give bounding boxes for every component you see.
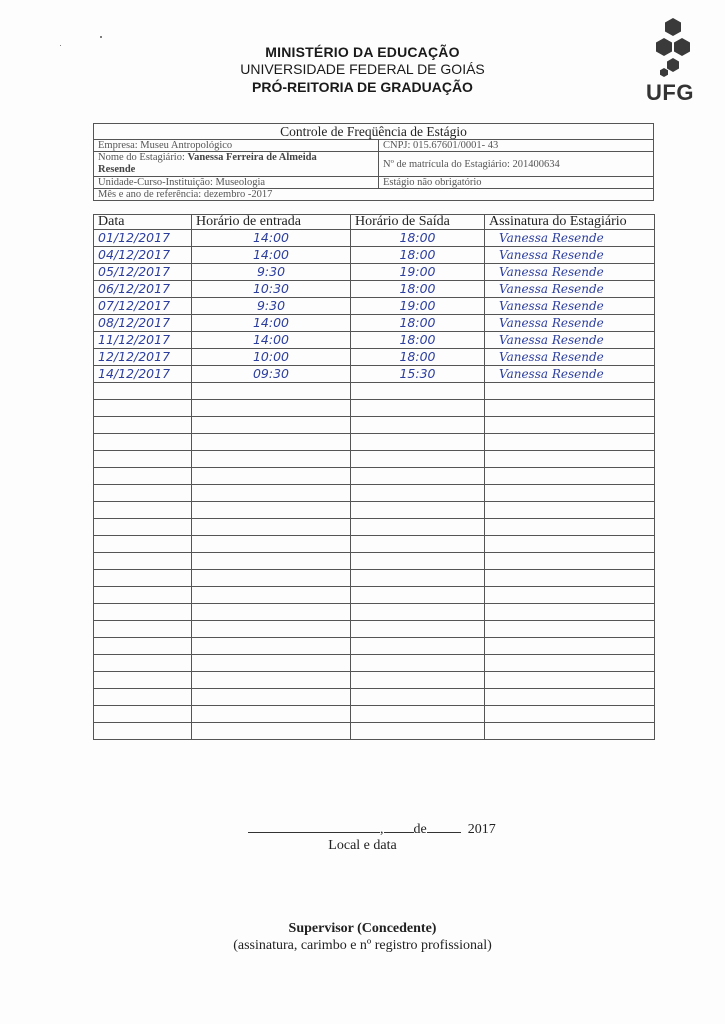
empty-cell	[351, 604, 485, 621]
signature-cell: Vanessa Resende	[485, 264, 655, 281]
empty-attendance-row	[94, 570, 655, 587]
attendance-row	[94, 230, 655, 247]
empty-attendance-row	[94, 587, 655, 604]
attendance-row	[94, 349, 655, 366]
empty-cell	[94, 706, 192, 723]
empty-cell	[192, 689, 351, 706]
empty-cell	[94, 570, 192, 587]
empty-attendance-row	[94, 451, 655, 468]
empty-cell	[94, 689, 192, 706]
empty-cell	[94, 400, 192, 417]
place-blank	[248, 820, 380, 833]
empty-cell	[192, 706, 351, 723]
header-exit-time: Horário de Saída	[351, 215, 485, 230]
empty-cell	[351, 621, 485, 638]
empty-cell	[94, 621, 192, 638]
empty-cell	[192, 604, 351, 621]
attendance-row	[94, 281, 655, 298]
empty-attendance-row	[94, 536, 655, 553]
intern-name-label: Nome do Estagiário:	[98, 152, 185, 163]
empty-attendance-row	[94, 400, 655, 417]
exit-time-cell: 18:00	[351, 247, 485, 264]
internship-type-field: Estágio não obrigatório	[379, 177, 654, 189]
empty-cell	[485, 485, 655, 502]
empty-cell	[351, 536, 485, 553]
header-signature: Assinatura do Estagiário	[485, 215, 655, 230]
empty-cell	[192, 723, 351, 740]
form-title: Controle de Freqüência de Estágio	[94, 124, 654, 140]
empty-cell	[192, 672, 351, 689]
exit-time-cell: 15:30	[351, 366, 485, 383]
date-cell: 06/12/2017	[94, 281, 192, 298]
empty-cell	[485, 621, 655, 638]
intern-name-value: Vanessa Ferreira de Almeida	[187, 152, 317, 163]
empty-cell	[351, 519, 485, 536]
empty-cell	[94, 587, 192, 604]
entry-time-cell: 14:00	[192, 230, 351, 247]
empty-attendance-row	[94, 468, 655, 485]
department-title: PRÓ-REITORIA DE GRADUAÇÃO	[252, 79, 473, 95]
header-entry-time: Horário de entrada	[192, 215, 351, 230]
empty-cell	[485, 689, 655, 706]
signature-cell: Vanessa Resende	[485, 230, 655, 247]
empty-cell	[192, 553, 351, 570]
attendance-header-row	[94, 215, 655, 230]
exit-time-cell: 19:00	[351, 264, 485, 281]
attendance-row	[94, 247, 655, 264]
empty-cell	[351, 400, 485, 417]
attendance-row	[94, 366, 655, 383]
empty-cell	[485, 706, 655, 723]
exit-time-cell: 18:00	[351, 349, 485, 366]
place-date-line: , de 2017	[248, 820, 496, 838]
empty-cell	[192, 485, 351, 502]
empty-attendance-row	[94, 689, 655, 706]
empty-cell	[192, 587, 351, 604]
empty-cell	[94, 553, 192, 570]
empty-cell	[94, 536, 192, 553]
date-cell: 07/12/2017	[94, 298, 192, 315]
empty-cell	[485, 638, 655, 655]
empty-cell	[94, 485, 192, 502]
empty-cell	[94, 417, 192, 434]
attendance-row	[94, 264, 655, 281]
empty-attendance-row	[94, 638, 655, 655]
empty-cell	[351, 638, 485, 655]
empty-cell	[351, 672, 485, 689]
enrollment-number-field: Nº de matrícula do Estagiário: 201400634	[379, 152, 654, 177]
empty-attendance-row	[94, 485, 655, 502]
empty-cell	[485, 570, 655, 587]
empty-attendance-row	[94, 706, 655, 723]
cnpj-field: CNPJ: 015.67601/0001- 43	[379, 140, 654, 152]
empty-cell	[94, 655, 192, 672]
empty-cell	[351, 655, 485, 672]
empty-attendance-row	[94, 672, 655, 689]
empty-cell	[94, 451, 192, 468]
attendance-row	[94, 298, 655, 315]
empty-attendance-row	[94, 723, 655, 740]
date-cell: 12/12/2017	[94, 349, 192, 366]
empty-cell	[94, 604, 192, 621]
entry-time-cell: 10:00	[192, 349, 351, 366]
signature-cell: Vanessa Resende	[485, 247, 655, 264]
unit-course-field: Unidade-Curso-Instituição: Museologia	[94, 177, 379, 189]
empty-cell	[485, 536, 655, 553]
empty-cell	[485, 451, 655, 468]
signature-cell: Vanessa Resende	[485, 349, 655, 366]
entry-time-cell: 14:00	[192, 315, 351, 332]
empty-attendance-row	[94, 604, 655, 621]
empty-cell	[192, 451, 351, 468]
empty-attendance-row	[94, 417, 655, 434]
empty-cell	[94, 502, 192, 519]
empty-cell	[351, 570, 485, 587]
exit-time-cell: 18:00	[351, 332, 485, 349]
empty-cell	[485, 587, 655, 604]
supervisor-note: (assinatura, carimbo e nº registro profissional)	[233, 938, 492, 953]
empty-cell	[351, 706, 485, 723]
entry-time-cell: 9:30	[192, 298, 351, 315]
date-cell: 05/12/2017	[94, 264, 192, 281]
company-field: Empresa: Museu Antropológico	[94, 140, 379, 152]
empty-cell	[192, 468, 351, 485]
header-date: Data	[94, 215, 192, 230]
intern-name-field	[94, 152, 379, 177]
date-cell: 11/12/2017	[94, 332, 192, 349]
supervisor-label: Supervisor (Concedente)	[288, 921, 437, 936]
empty-attendance-row	[94, 621, 655, 638]
attendance-row	[94, 332, 655, 349]
empty-attendance-row	[94, 519, 655, 536]
attendance-table	[93, 214, 655, 740]
empty-cell	[351, 689, 485, 706]
empty-cell	[351, 434, 485, 451]
internship-info-table	[93, 123, 654, 201]
empty-cell	[485, 417, 655, 434]
exit-time-cell: 19:00	[351, 298, 485, 315]
entry-time-cell: 9:30	[192, 264, 351, 281]
empty-cell	[192, 502, 351, 519]
empty-cell	[351, 417, 485, 434]
signature-cell: Vanessa Resende	[485, 298, 655, 315]
university-title: UNIVERSIDADE FEDERAL DE GOIÁS	[240, 61, 485, 77]
empty-cell	[485, 468, 655, 485]
ufg-logo-text: UFG	[646, 80, 694, 105]
signature-cell: Vanessa Resende	[485, 332, 655, 349]
date-cell: 04/12/2017	[94, 247, 192, 264]
empty-cell	[485, 723, 655, 740]
reference-month-field: Mês e ano de referência: dezembro -2017	[94, 189, 654, 201]
empty-cell	[192, 417, 351, 434]
empty-cell	[94, 723, 192, 740]
exit-time-cell: 18:00	[351, 281, 485, 298]
empty-cell	[94, 638, 192, 655]
date-cell: 01/12/2017	[94, 230, 192, 247]
signature-cell: Vanessa Resende	[485, 281, 655, 298]
entry-time-cell: 09:30	[192, 366, 351, 383]
empty-cell	[192, 519, 351, 536]
empty-cell	[192, 570, 351, 587]
de-text: de	[413, 822, 427, 837]
empty-cell	[351, 383, 485, 400]
empty-cell	[94, 434, 192, 451]
empty-cell	[192, 638, 351, 655]
attendance-row	[94, 315, 655, 332]
empty-cell	[94, 383, 192, 400]
speck	[100, 36, 102, 38]
empty-cell	[485, 502, 655, 519]
place-date-label: Local e data	[328, 838, 397, 853]
empty-cell	[192, 400, 351, 417]
empty-cell	[485, 604, 655, 621]
empty-cell	[192, 655, 351, 672]
date-cell: 14/12/2017	[94, 366, 192, 383]
empty-cell	[485, 400, 655, 417]
empty-cell	[192, 536, 351, 553]
empty-attendance-row	[94, 434, 655, 451]
entry-time-cell: 14:00	[192, 247, 351, 264]
date-cell: 08/12/2017	[94, 315, 192, 332]
empty-cell	[94, 519, 192, 536]
exit-time-cell: 18:00	[351, 315, 485, 332]
empty-cell	[351, 723, 485, 740]
year-text: 2017	[467, 822, 496, 837]
empty-attendance-row	[94, 655, 655, 672]
empty-cell	[485, 553, 655, 570]
ministry-title: MINISTÉRIO DA EDUCAÇÃO	[265, 44, 460, 60]
entry-time-cell: 14:00	[192, 332, 351, 349]
empty-cell	[351, 468, 485, 485]
empty-cell	[351, 553, 485, 570]
empty-cell	[351, 485, 485, 502]
empty-cell	[485, 672, 655, 689]
empty-cell	[94, 672, 192, 689]
empty-attendance-row	[94, 553, 655, 570]
empty-cell	[351, 587, 485, 604]
empty-cell	[192, 383, 351, 400]
month-blank	[427, 820, 461, 833]
empty-attendance-row	[94, 502, 655, 519]
empty-cell	[485, 655, 655, 672]
exit-time-cell: 18:00	[351, 230, 485, 247]
signature-cell: Vanessa Resende	[485, 315, 655, 332]
empty-cell	[351, 502, 485, 519]
empty-cell	[485, 383, 655, 400]
empty-cell	[192, 434, 351, 451]
empty-cell	[192, 621, 351, 638]
empty-cell	[351, 451, 485, 468]
entry-time-cell: 10:30	[192, 281, 351, 298]
empty-cell	[94, 468, 192, 485]
empty-cell	[485, 519, 655, 536]
day-blank	[384, 820, 414, 833]
empty-cell	[485, 434, 655, 451]
intern-surname-value: Resende	[98, 164, 136, 175]
signature-cell: Vanessa Resende	[485, 366, 655, 383]
empty-attendance-row	[94, 383, 655, 400]
